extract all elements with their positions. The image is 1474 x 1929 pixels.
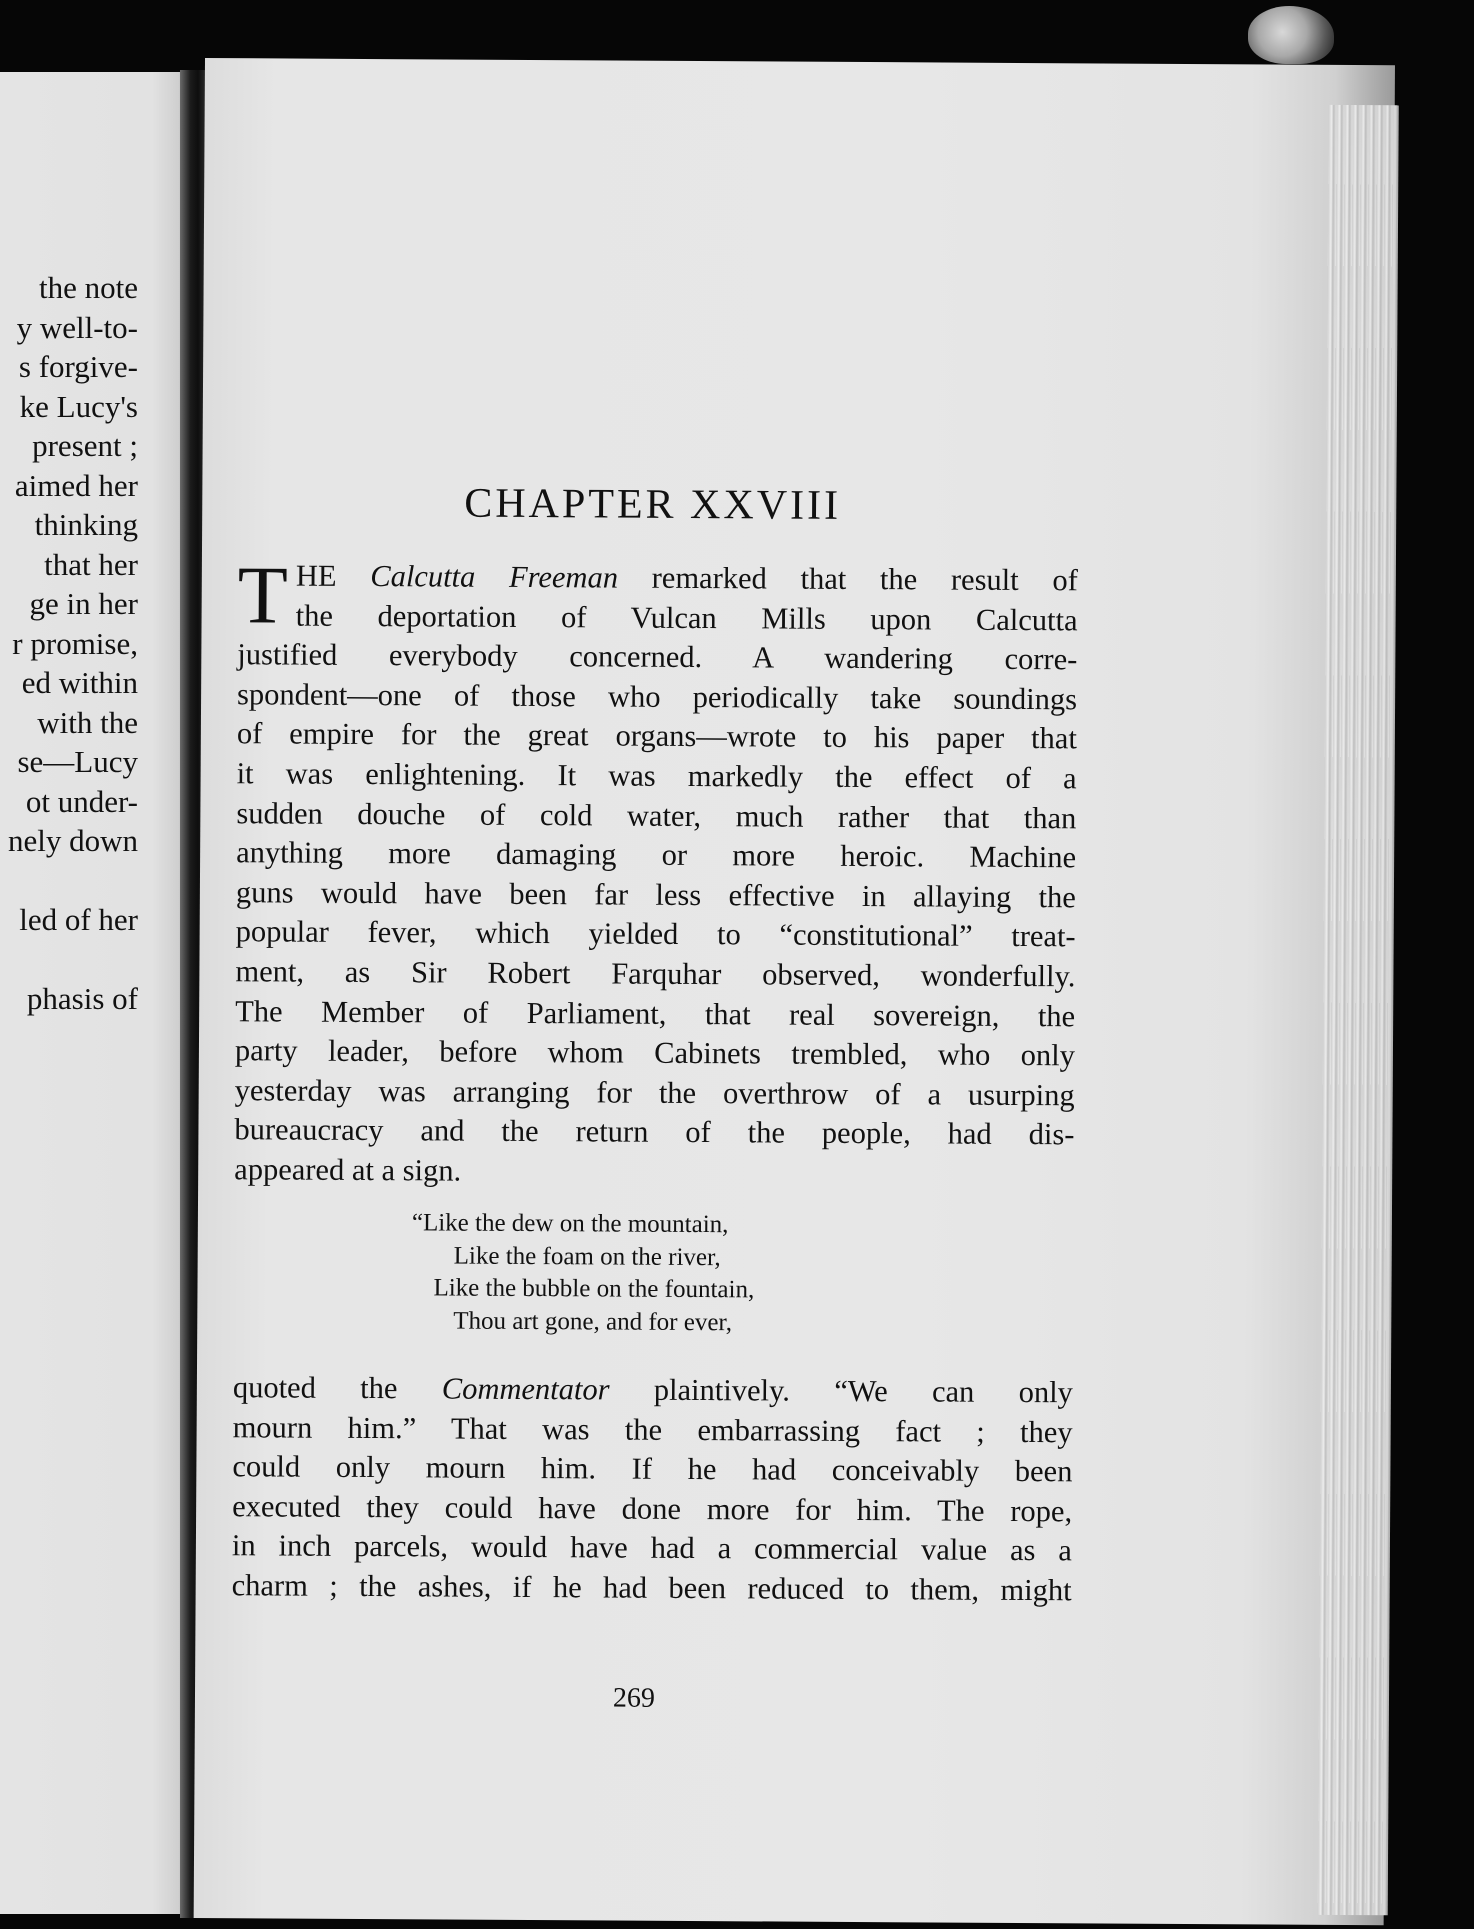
page-number: 269 [612, 1682, 656, 1714]
paragraph-line: mourn him.” That was the embarrassing fact ; they [232, 1409, 1073, 1449]
left-page-text [8, 268, 138, 1019]
newspaper-title: Commentator [441, 1371, 610, 1407]
paragraph-line [233, 1368, 1073, 1413]
left-line: thinking [34, 507, 138, 542]
paragraph-line: spondent—one of those who periodically take soundings [237, 676, 1078, 717]
left-line: aimed her [14, 467, 138, 503]
paragraph-1 [234, 549, 1078, 1195]
left-line: se—Lucy [17, 744, 138, 779]
paragraph-line: justified everybody concerned. A wandering corre- [237, 637, 1078, 677]
paragraph-line: it was enlightening. It was markedly the effect of a [236, 756, 1077, 796]
newspaper-title: Calcutta Freeman [370, 559, 619, 595]
left-line: phasis of [26, 980, 138, 1016]
line-text: HE [295, 558, 371, 594]
line-text: remarked that the result of [617, 560, 1078, 598]
paragraph-line: yesterday was arranging for the overthrow of a usurping [234, 1072, 1075, 1113]
paragraph-line: sudden douche of cold water, much rather that than [236, 795, 1077, 835]
paragraph-line: in inch parcels, would have had a commercial value as a [231, 1528, 1073, 1568]
left-line: r promise, [12, 625, 138, 661]
paragraph-line: The Member of Parliament, that real sovereign, the [235, 993, 1076, 1033]
right-page [194, 58, 1395, 1925]
paragraph-line: the deportation of Vulcan Mills upon Calcutta [295, 598, 1078, 637]
paragraph-line: charm ; the ashes, if he had been reduced to them, might [231, 1568, 1072, 1608]
paragraph-line: anything more damaging or more heroic. Machine [236, 835, 1077, 875]
verse-line: “Like the dew on the mountain, [411, 1209, 729, 1239]
verse-line: Thou art gone, and for ever, [453, 1307, 733, 1336]
paragraph-line: of empire for the great organs—wrote to his paper that [236, 716, 1077, 756]
page-edge-stack [1318, 105, 1399, 1915]
left-line: ge in her [29, 586, 138, 621]
left-line: ot under- [25, 783, 138, 819]
left-page [0, 72, 190, 1914]
chapter-title: CHAPTER XXVIII [464, 480, 842, 529]
left-line: y well-to- [16, 309, 138, 345]
paragraph-line: appeared at a sign. [234, 1152, 462, 1188]
verse-quotation [411, 1207, 755, 1339]
paragraph-line: could only mourn him. If he had conceivably been [232, 1449, 1073, 1489]
left-line: s forgive- [18, 349, 138, 384]
drop-cap: T [237, 549, 289, 641]
left-line: the note [39, 270, 138, 305]
left-line: present ; [32, 428, 138, 463]
left-line: that her [44, 546, 138, 582]
paragraph-line: popular fever, which yielded to “constitutional” treat- [235, 914, 1076, 954]
left-line: with the [37, 704, 138, 740]
left-line: ed within [21, 665, 138, 700]
paragraph-line [238, 556, 1078, 601]
left-line: ke Lucy's [19, 388, 138, 424]
verse-line: Like the foam on the river, [453, 1242, 721, 1271]
paragraph-line: executed they could have done more for him. The rope, [232, 1488, 1073, 1529]
line-text: quoted the [232, 1370, 442, 1406]
corner-smudge [1248, 6, 1334, 64]
left-line: led of her [19, 901, 138, 937]
verse-line: Like the bubble on the fountain, [433, 1274, 755, 1304]
line-text: plaintively. “We can only [609, 1372, 1073, 1410]
paragraph-line: bureaucracy and the return of the people, had dis- [234, 1112, 1075, 1152]
paragraph-line: ment, as Sir Robert Farquhar observed, wonderfully. [235, 954, 1076, 994]
left-line: nely down [7, 823, 138, 858]
paragraph-line: party leader, before whom Cabinets trembled, who only [234, 1033, 1076, 1073]
paragraph-2 [232, 1368, 1073, 1611]
paragraph-line: guns would have been far less effective in allaying the [235, 874, 1076, 915]
